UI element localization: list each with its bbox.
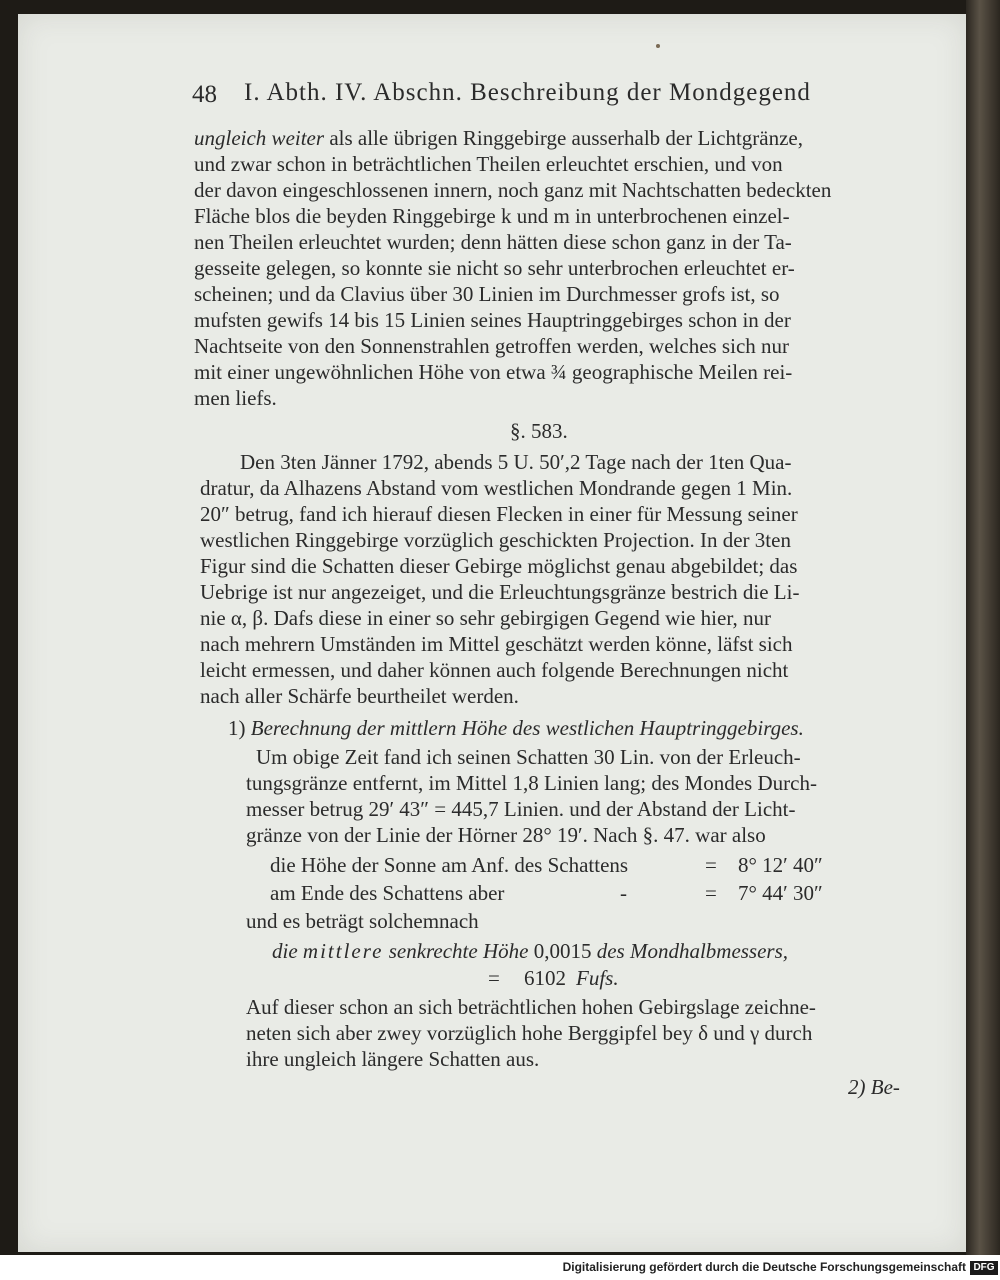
text-line: Um obige Zeit fand ich seinen Schatten 30 Lin. von der Erleuch- [256,745,801,769]
subsection-heading [228,715,804,741]
text-line [194,125,803,151]
text-line: messer betrug 29′ 43″ = 445,7 Linien. und der Abstand der Licht- [246,797,796,821]
catchword: 2) Be- [848,1075,900,1099]
book-spine [966,0,1000,1255]
calc-equals: = [705,881,717,905]
section-heading: §. 583. [510,419,568,443]
ink-speck [656,44,660,48]
calc-value: 8° 12′ 40″ [738,853,823,877]
dfg-logo: DFG [970,1261,998,1275]
calc-dash: - [620,881,627,905]
text-line: gesseite gelegen, so konnte sie nicht so sehr unterbrochen erleuchtet er- [194,256,795,280]
result-value: 0,0015 [533,939,592,963]
text-line: Den 3ten Jänner 1792, abends 5 U. 50′,2 Tage nach der 1ten Qua- [240,450,792,474]
text-line: mufsten gewifs 14 bis 15 Linien seines Hauptringgebirges schon in der [194,308,791,332]
text-line: tungsgränze entfernt, im Mittel 1,8 Linien lang; des Mondes Durch- [246,771,817,795]
subsection-title: Berechnung der mittlern Höhe des westlichen Hauptringgebirges. [250,716,804,740]
text-line: ihre ungleich längere Schatten aus. [246,1047,540,1071]
result-equals: = [488,966,500,990]
text-line: nen Theilen erleuchtet wurden; denn hätten diese schon ganz in der Ta- [194,230,792,254]
calc-equals: = [705,853,717,877]
emphasis-text: ungleich weiter [194,126,325,150]
text-line: dratur, da Alhazens Abstand vom westlichen Mondrande gegen 1 Min. [200,476,793,500]
text-run: als alle übrigen Ringgebirge ausserhalb der Lichtgränze, [324,126,804,150]
footer-bar [0,1258,1000,1280]
result-number: 6102 [524,966,566,990]
spaced-text: mittlere [302,939,384,963]
text-line: gränze von der Linie der Hörner 28° 19′. Nach §. 47. war also [246,823,766,847]
text-line: der davon eingeschlossenen innern, noch ganz mit Nachtschatten bedeckten [194,178,832,202]
calc-label: die Höhe der Sonne am Anf. des Schattens [270,853,629,877]
text-line: nach mehrern Umständen im Mittel geschätzt werden könne, läfst sich [200,632,793,656]
text-line: nach aller Schärfe beurtheilet werden. [200,684,519,708]
text-line: und es beträgt solchemnach [246,909,479,933]
text-line: nie α, β. Dafs diese in einer so sehr gebirgigen Gegend wie hier, nur [200,606,771,630]
subsection-number: 1) [228,716,246,740]
text-run: senkrechte Höhe [383,939,534,963]
text-line: Figur sind die Schatten dieser Gebirge möglichst genau abgebildet; das [200,554,798,578]
funding-credit: Digitalisierung gefördert durch die Deutsche Forschungsgemeinschaft [562,1260,966,1274]
text-line: mit einer ungewöhnlichen Höhe von etwa ¾ geographische Meilen rei- [194,360,793,384]
text-line: Fläche blos die beyden Ringgebirge k und m in unterbrochenen einzel- [194,204,790,228]
text-line: 20″ betrug, fand ich hierauf diesen Flecken in einer für Messung seiner [200,502,798,526]
text-line: neten sich aber zwey vorzüglich hohe Berggipfel bey δ und γ durch [246,1021,813,1045]
result-unit: Fufs. [576,966,619,990]
text-line: Auf dieser schon an sich beträchtlichen hohen Gebirgslage zeichne- [246,995,816,1019]
running-title: I. Abth. IV. Abschn. Beschreibung der Mondgegend [244,79,811,106]
page-number: 48 [192,81,217,108]
text-line: und zwar schon in beträchtlichen Theilen erleuchtet erschien, und von [194,152,783,176]
text-line: Nachtseite von den Sonnenstrahlen getroffen werden, welches sich nur [194,334,790,358]
result-line [272,938,788,964]
text-run: des Mondhalbmessers, [591,939,789,963]
calc-label: am Ende des Schattens aber [270,881,505,905]
text-line: leicht ermessen, und daher können auch folgende Berechnungen nicht [200,658,789,682]
text-line: men liefs. [194,386,277,410]
text-line: Uebrige ist nur angezeiget, und die Erleuchtungsgränze bestrich die Li- [200,580,800,604]
text-run: die [272,939,303,963]
calc-value: 7° 44′ 30″ [738,881,823,905]
text-line: scheinen; und da Clavius über 30 Linien im Durchmesser grofs ist, so [194,282,780,306]
text-line: westlichen Ringgebirge vorzüglich geschickten Projection. In der 3ten [200,528,791,552]
